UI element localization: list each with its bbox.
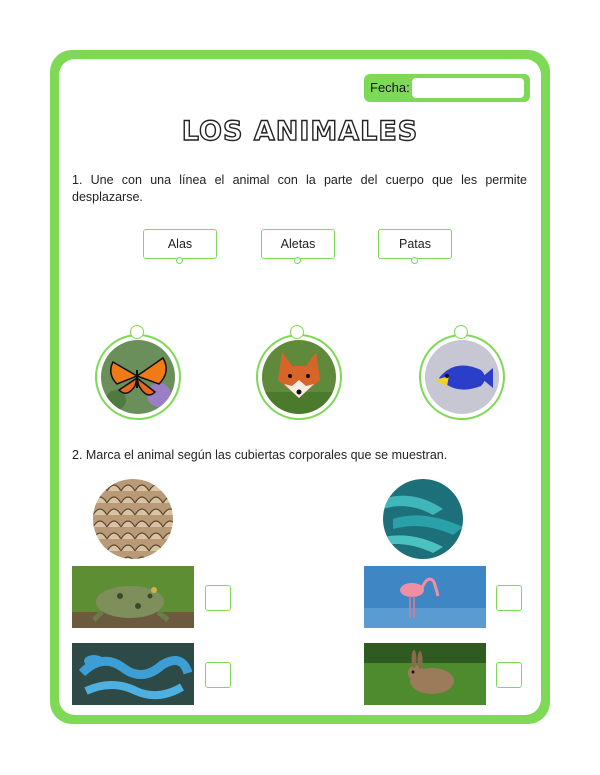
butterfly-illustration — [101, 340, 175, 414]
date-input[interactable] — [412, 78, 524, 98]
snake-image — [72, 643, 194, 705]
scales-illustration — [93, 479, 173, 559]
butterfly-dot[interactable] — [130, 325, 144, 339]
flamingo-illustration — [364, 566, 486, 628]
flamingo-checkbox[interactable] — [496, 585, 522, 611]
toad-checkbox[interactable] — [205, 585, 231, 611]
snake-illustration — [72, 643, 194, 705]
feathers-illustration — [383, 479, 463, 559]
option-aletas-dot[interactable] — [294, 257, 301, 264]
feathers-image — [383, 479, 463, 559]
rabbit-image — [364, 643, 486, 705]
fox-image — [256, 334, 342, 420]
fish-illustration — [425, 340, 499, 414]
option-alas — [143, 229, 217, 259]
option-alas-dot[interactable] — [176, 257, 183, 264]
option-label: Aletas — [280, 237, 316, 251]
butterfly-image — [95, 334, 181, 420]
question-2-text: 2. Marca el animal según las cubiertas corporales que se muestran. — [72, 448, 448, 462]
fish-dot[interactable] — [454, 325, 468, 339]
flamingo-image — [364, 566, 486, 628]
fox-illustration — [262, 340, 336, 414]
page-title: LOS ANIMALES — [181, 116, 419, 147]
toad-image — [72, 566, 194, 628]
option-label: Patas — [399, 237, 431, 251]
option-patas-dot[interactable] — [411, 257, 418, 264]
toad-illustration — [72, 566, 194, 628]
snake-checkbox[interactable] — [205, 662, 231, 688]
rabbit-checkbox[interactable] — [496, 662, 522, 688]
scales-image — [93, 479, 173, 559]
date-label: Fecha: — [370, 80, 410, 95]
fish-image — [419, 334, 505, 420]
option-patas — [378, 229, 452, 259]
rabbit-illustration — [364, 643, 486, 705]
option-aletas — [261, 229, 335, 259]
fox-dot[interactable] — [290, 325, 304, 339]
option-label: Alas — [167, 237, 193, 251]
question-1-text: 1. Une con una línea el animal con la parte del cuerpo que les permite desplazarse. — [72, 173, 527, 204]
